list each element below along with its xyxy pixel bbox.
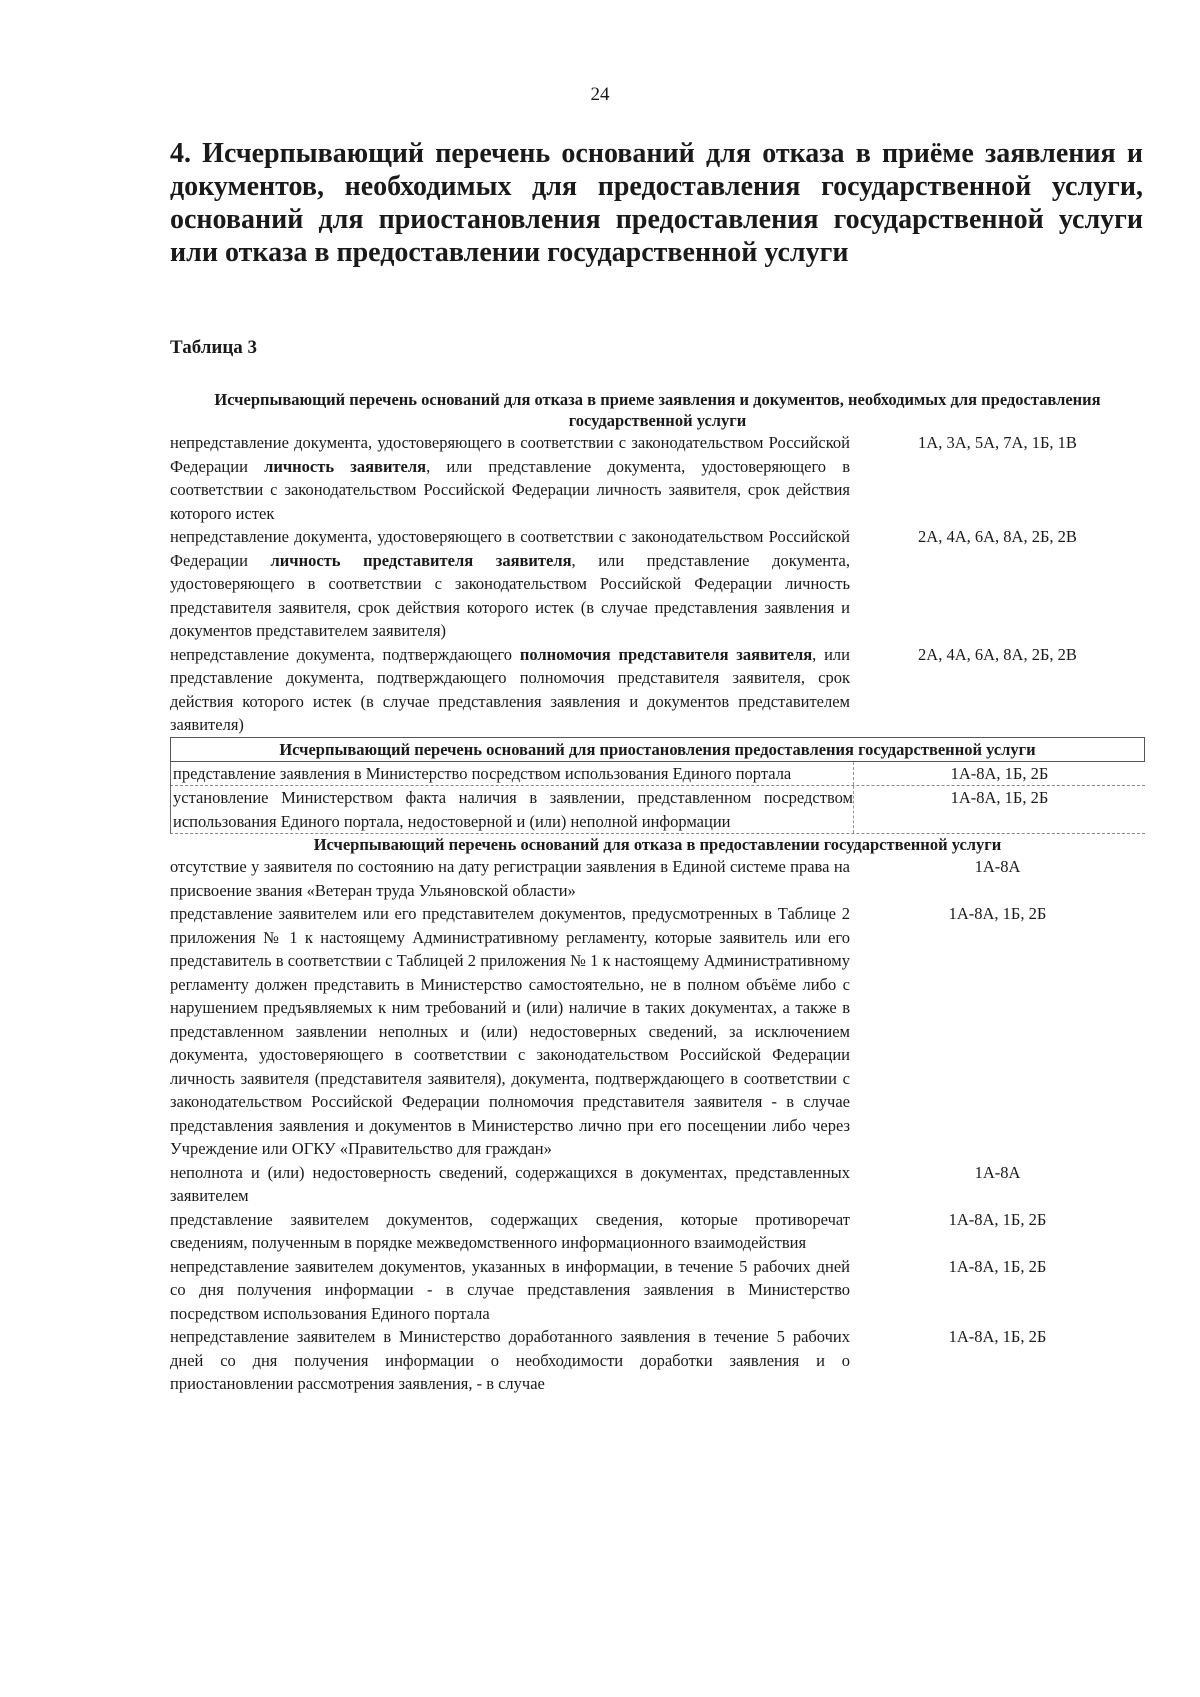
row-codes: 1А-8А, 1Б, 2Б: [950, 788, 1049, 807]
row-codes: 1А, 3А, 5А, 7А, 1Б, 1В: [918, 433, 1077, 452]
table-row: [170, 855, 1145, 902]
row-text: представление заявителем или его представителем документов, предусмотренных в Таблице 2 приложения № 1 к настоящему Административному регламенту, которые заявитель или его представитель в соответствии с Таблицей 2 приложения № 1 к настоящему Административному регламенту должен представить в Министерство самостоятельно, не в полном объёме либо с нарушением предъявляемых к ним требований и (или) наличие в таких документах, а также в представленном заявлении неполных и (или) недостоверных сведений, за исключением документа, удостоверяющего в соответствии с законодательством Российской Федерации личность заявителя (представителя заявителя), документа, подтверждающего в соответствии с законодательством Российской Федерации полномочия представителя заявителя - в случае представления заявления и документов в Министерство лично при его посещении либо через Учреждение или ОГКУ «Правительство для граждан»: [170, 904, 850, 1158]
row-codes: 2А, 4А, 6А, 8А, 2Б, 2В: [918, 644, 1077, 664]
table-row: [170, 786, 1145, 834]
table-row: [170, 1161, 1145, 1208]
table-label: Таблица 3: [170, 337, 258, 358]
row-text: непредставление документа, удостоверяющего в соответствии с законодательством Российской Федерации личность заявителя, или представление документа, удостоверяющего в соответствии с законодательством Российской Федерации личность заявителя, срок действия которого истек: [170, 433, 850, 523]
row-text: непредставление заявителем в Министерство доработанного заявления в течение 5 рабочих дней со дня получения информации о необходимости доработки заявления и о приостановлении рассмотрения заявления, - в случае: [170, 1327, 850, 1393]
row-text: непредставление документа, удостоверяющего в соответствии с законодательством Российской Федерации личность представителя заявителя, или представление документа, удостоверяющего в соответствии с законодательством Российской Федерации личность представителя заявителя, срок действия которого истек (в случае представления заявления и документов представителем заявителя): [170, 527, 850, 640]
grounds-table: [170, 389, 1145, 1396]
row-text: непредставление заявителем документов, указанных в информации, в течение 5 рабочих дней со дня получения информации - в случае представления заявления в Министерство посредством использования Единого портала: [170, 1256, 850, 1323]
row-codes: 1А-8А, 1Б, 2Б: [948, 904, 1047, 923]
page-number: 24: [590, 84, 610, 105]
row-text: отсутствие у заявителя по состоянию на дату регистрации заявления в Единой системе права на присвоение звания «Ветеран труда Ульяновской области»: [170, 857, 850, 900]
row-text: непредставление документа, подтверждающего полномочия представителя заявителя, или представление документа, подтверждающего полномочия представителя заявителя, срок действия которого истек (в случае представления заявления и документов представителем заявителя): [170, 644, 850, 734]
group-header-suspension: Исчерпывающий перечень оснований для приостановления предоставления государственной услуги: [170, 737, 1145, 762]
row-text: представление заявителем документов, содержащих сведения, которые противоречат сведениям, полученным в порядке межведомственного информационного взаимодействия: [170, 1209, 850, 1252]
table-row: [170, 1255, 1145, 1326]
group-header-refusal-acceptance: Исчерпывающий перечень оснований для отказа в приеме заявления и документов, необходимых для предоставления государственной услуги: [214, 390, 1101, 430]
table-row: [170, 762, 1145, 787]
row-text: неполнота и (или) недостоверность сведений, содержащихся в документах, представленных заявителем: [170, 1162, 850, 1205]
table-row: [170, 1208, 1145, 1255]
row-text: установление Министерством факта наличия в заявлении, представленном посредством использования Единого портала, недостоверной и (или) неполной информации: [171, 786, 854, 833]
row-codes: 2А, 4А, 6А, 8А, 2Б, 2В: [918, 527, 1077, 546]
row-codes: 1А-8А, 1Б, 2Б: [948, 1209, 1047, 1229]
row-codes: 1А-8А, 1Б, 2Б: [950, 763, 1049, 783]
row-text: представление заявления в Министерство посредством использования Единого портала: [171, 762, 854, 786]
row-codes: 1А-8А, 1Б, 2Б: [948, 1327, 1047, 1346]
row-codes: 1А-8А: [974, 1162, 1021, 1182]
table-row: [170, 902, 1145, 1161]
row-codes: 1А-8А: [974, 857, 1021, 876]
table-row: [170, 1325, 1145, 1396]
group-header-refusal-service: Исчерпывающий перечень оснований для отказа в предоставлении государственной услуги: [313, 835, 1002, 854]
table-row: [170, 431, 1145, 525]
row-codes: 1А-8А, 1Б, 2Б: [948, 1256, 1047, 1276]
section-heading: 4. Исчерпывающий перечень оснований для отказа в приёме заявления и документов, необходимых для предоставления государственной услуги, оснований для приостановления предоставления государственной услуги или отказа в предоставлении государственной услуги: [170, 138, 1143, 268]
table-row: [170, 643, 1145, 737]
table-row: [170, 525, 1145, 643]
